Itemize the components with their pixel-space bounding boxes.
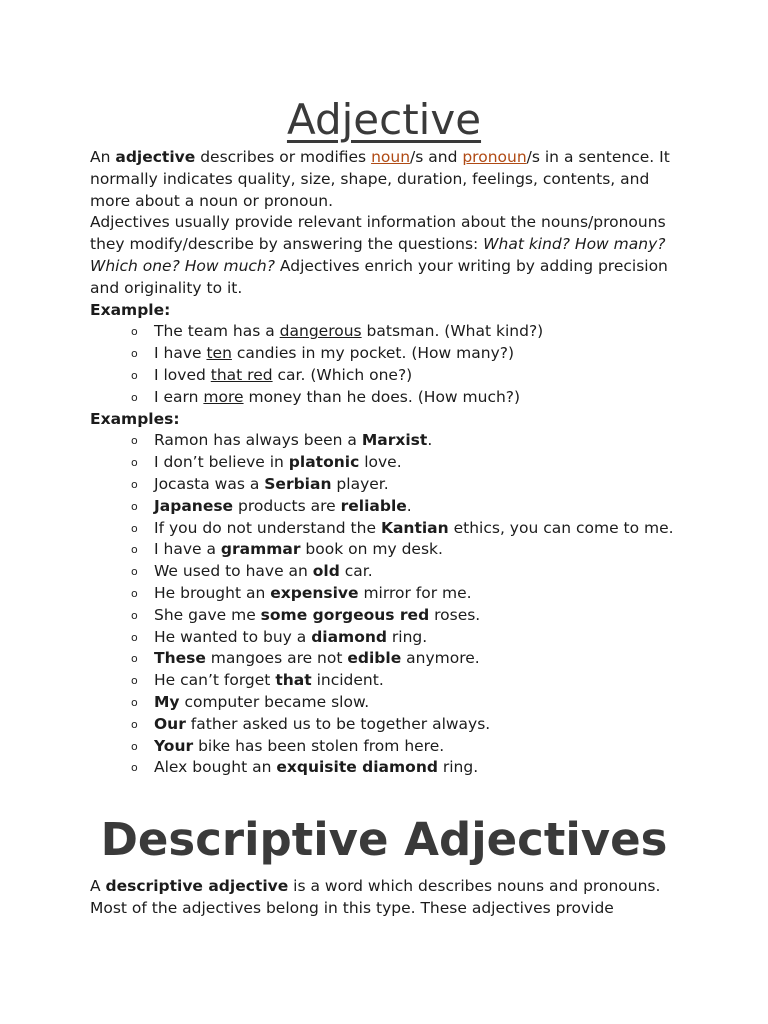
text-run: father asked us to be together always. (185, 714, 491, 733)
text-run: book on my desk. (300, 540, 443, 559)
link-noun[interactable]: noun (371, 148, 411, 166)
examples-list (90, 430, 690, 779)
list-item (90, 627, 690, 649)
text-run: mangoes are not (205, 649, 348, 668)
text-run: computer became slow. (179, 692, 370, 711)
list-item (90, 714, 690, 736)
underlined-word: more (203, 387, 244, 406)
list-item (90, 474, 690, 496)
section-paragraph (90, 876, 690, 920)
text-run: products are (233, 496, 341, 515)
list-item (90, 321, 690, 343)
example-heading (90, 300, 690, 322)
bold-adjective: Marxist (361, 431, 428, 450)
bold-term-descriptive-adjective: descriptive adjective (105, 877, 289, 895)
text-run: The team has a (154, 322, 280, 341)
section-content (90, 876, 690, 920)
italic-questions: What kind? How many? Which one? How much? (90, 235, 666, 275)
list-item (90, 365, 690, 387)
list-item (90, 496, 690, 518)
text-run: I have a (154, 540, 221, 559)
underlined-word: that red (210, 365, 273, 384)
examples-heading-text: Examples: (90, 409, 180, 428)
text-run: money than he does. (How much?) (243, 387, 521, 406)
list-item (90, 518, 690, 540)
list-item (90, 539, 690, 561)
bold-adjective: expensive (270, 583, 359, 602)
list-item (90, 583, 690, 605)
text-run: I earn (154, 387, 204, 406)
text-run: I have (154, 344, 207, 363)
text-run: ring. (387, 627, 428, 646)
text-run: /s in a sentence. It normally indicates quality, size, shape, duration, feelings, contents, and more about a noun or pronoun. (90, 148, 670, 210)
text-run: /s and (410, 148, 463, 166)
text-run: incident. (311, 671, 384, 690)
text-run: Adjectives enrich your writing by adding precision and originality to it. (90, 256, 668, 297)
bold-adjective: Serbian (264, 474, 332, 493)
bold-adjective: edible (347, 649, 402, 668)
list-item (90, 670, 690, 692)
bold-adjective: My (154, 692, 180, 711)
bold-adjective: some gorgeous red (260, 605, 430, 624)
list-item (90, 648, 690, 670)
text-run: Ramon has always been a (154, 431, 362, 450)
bold-adjective: reliable (340, 496, 407, 515)
list-item (90, 343, 690, 365)
examples-heading (90, 409, 690, 431)
text-run: Alex bought an (154, 758, 277, 777)
underlined-word: ten (206, 344, 232, 363)
text-run: mirror for me. (358, 583, 472, 602)
bold-adjective: diamond (311, 627, 387, 646)
bold-adjective: old (312, 562, 340, 581)
text-run: ring. (437, 758, 479, 777)
intro-paragraph-2 (90, 212, 690, 299)
text-run: car. (339, 562, 373, 581)
text-run: He brought an (154, 583, 271, 602)
text-run: is a word which describes nouns and pronouns. Most of the adjectives belong in this type. These adjectives provide (90, 877, 661, 917)
example-heading-text: Example: (90, 300, 171, 319)
bold-adjective: Your (154, 736, 194, 755)
text-run: bike has been stolen from here. (193, 736, 445, 755)
text-run: car. (Which one?) (272, 365, 413, 384)
bold-adjective: Japanese (154, 496, 234, 515)
text-run: I don’t believe in (154, 453, 289, 472)
list-item (90, 430, 690, 452)
text-run: I loved (154, 365, 211, 384)
bold-adjective: platonic (288, 453, 360, 472)
section-heading-descriptive-adjectives: Descriptive Adjectives (100, 813, 668, 866)
text-run: describes or modifies (195, 148, 372, 166)
text-run: . (427, 431, 433, 450)
underlined-word: dangerous (279, 322, 362, 341)
list-item (90, 452, 690, 474)
text-run: Jocasta was a (154, 474, 265, 493)
text-run: Adjectives usually provide relevant information about the nouns/pronouns they modify/describe by answering the questions: (90, 213, 666, 254)
bold-adjective: that (275, 671, 312, 690)
page-title (0, 92, 768, 148)
text-run: ethics, you can come to me. (448, 518, 674, 537)
intro-paragraph-1 (90, 147, 690, 212)
list-item (90, 561, 690, 583)
list-item (90, 387, 690, 409)
list-item (90, 736, 690, 758)
text-run: roses. (429, 605, 481, 624)
text-run: He wanted to buy a (154, 627, 312, 646)
page-title-text: Adjective (286, 95, 482, 144)
text-run: We used to have an (154, 562, 313, 581)
text-run: He can’t forget (154, 671, 276, 690)
list-item (90, 757, 690, 779)
bold-adjective: These (154, 649, 206, 668)
example-list (90, 321, 690, 408)
text-run: She gave me (154, 605, 261, 624)
text-run: If you do not understand the (154, 518, 381, 537)
text-run: anymore. (401, 649, 480, 668)
bold-term-adjective: adjective (115, 148, 196, 166)
bold-adjective: Our (154, 714, 186, 733)
text-run: player. (331, 474, 389, 493)
text-run: candies in my pocket. (How many?) (231, 344, 515, 363)
link-pronoun[interactable]: pronoun (462, 148, 527, 166)
bold-adjective: exquisite diamond (276, 758, 438, 777)
text-run: love. (359, 453, 402, 472)
list-item (90, 605, 690, 627)
bold-adjective: grammar (220, 540, 301, 559)
text-run: A (90, 877, 106, 895)
list-item (90, 692, 690, 714)
main-content (90, 147, 690, 779)
text-run: . (406, 496, 412, 515)
text-run: An (90, 148, 116, 166)
bold-adjective: Kantian (380, 518, 449, 537)
text-run: batsman. (What kind?) (361, 322, 544, 341)
